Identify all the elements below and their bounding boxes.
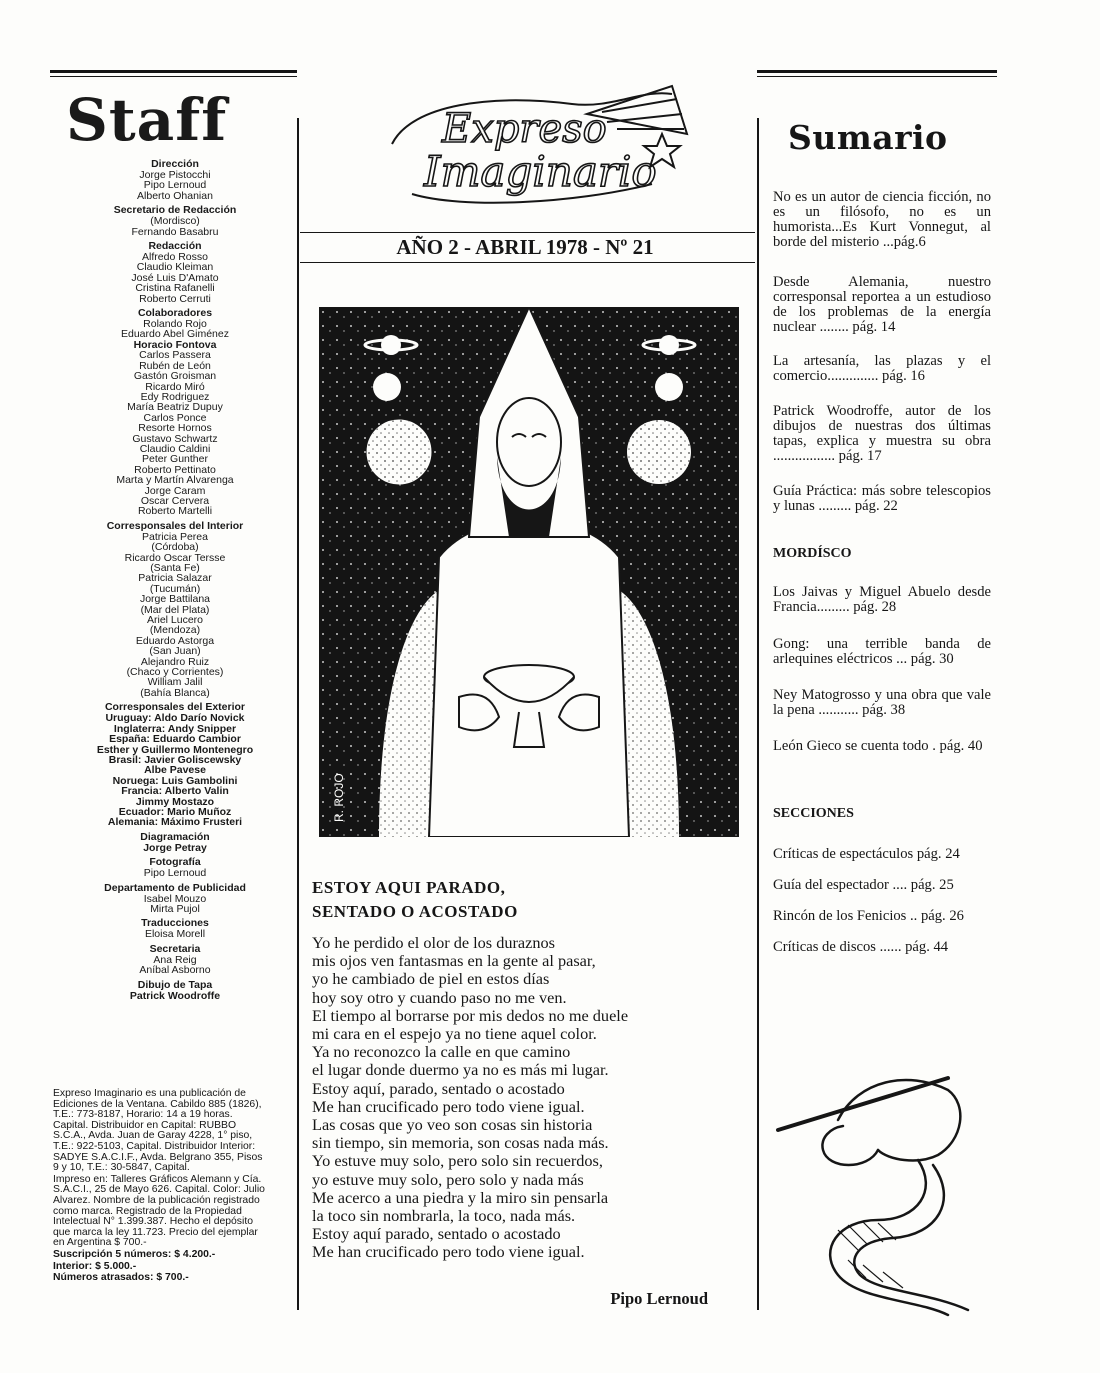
moon-icon bbox=[373, 373, 401, 401]
staff-name: Roberto Pettinato bbox=[134, 463, 216, 476]
imprint-paragraph: Números atrasados: $ 700.- bbox=[53, 1272, 189, 1284]
staff-name: Albe Pavese bbox=[144, 764, 206, 777]
staff-section-heading: Departamento de Publicidad bbox=[104, 881, 246, 894]
staff-title: Staff bbox=[66, 86, 228, 154]
staff-section-heading: Fotografía bbox=[149, 856, 201, 869]
staff-name: Eduardo Astorga bbox=[135, 634, 215, 647]
staff-name: Fernando Basabru bbox=[131, 225, 219, 238]
issue-rule-top bbox=[300, 232, 755, 233]
staff-name: Inglaterra: Andy Snipper bbox=[113, 722, 237, 735]
pencil-icon bbox=[778, 1078, 948, 1130]
staff-section-heading: Secretaria bbox=[149, 942, 201, 955]
staff-name: Aníbal Asborno bbox=[139, 964, 211, 977]
poem-line: Estoy aquí, parado, sentado o acostado bbox=[312, 1078, 565, 1098]
staff-section-heading: Dirección bbox=[151, 158, 199, 170]
staff-section-heading: Redacción bbox=[148, 240, 202, 253]
poem-title-line: SENTADO O ACOSTADO bbox=[312, 902, 518, 921]
staff-name: Edy Rodriguez bbox=[140, 390, 210, 403]
logo-word-bottom: Imaginario bbox=[424, 147, 657, 196]
staff-name: Alfredo Rosso bbox=[142, 251, 208, 264]
staff-name: Oscar Cervera bbox=[140, 494, 210, 507]
mordisco-heading: MORDÍSCO bbox=[773, 546, 852, 561]
staff-name: Jorge Caram bbox=[144, 484, 206, 497]
staff-name: William Jalil bbox=[147, 676, 203, 689]
staff-name: (San Juan) bbox=[149, 645, 201, 658]
staff-name: Jimmy Mostazo bbox=[135, 795, 215, 808]
mordisco-entry: León Gieco se cuenta todo . pág. 40 bbox=[773, 738, 983, 754]
staff-name: Ricardo Miró bbox=[145, 380, 205, 393]
staff-name: (Bahía Blanca) bbox=[140, 686, 210, 699]
mordisco-entry: Gong: una terrible banda de arlequines eléctricos ... pág. 30 bbox=[773, 636, 991, 667]
staff-name: Ana Reig bbox=[153, 953, 197, 966]
mordisco-entry: Ney Matogrosso y una obra que vale la pena ........... pág. 38 bbox=[773, 687, 991, 718]
poem-line: la toco sin nombrarla, la toco, nada más. bbox=[312, 1206, 576, 1226]
imprint bbox=[53, 1089, 265, 1285]
poem-line: yo he cambiado de piel en estos días bbox=[312, 969, 550, 989]
staff-name: Claudio Caldini bbox=[139, 442, 211, 455]
column-divider-right bbox=[757, 118, 759, 1310]
staff-name: (Chaco y Corrientes) bbox=[126, 666, 224, 679]
staff-name: (Santa Fe) bbox=[150, 562, 200, 574]
staff-name: (Córdoba) bbox=[151, 541, 199, 554]
staff-name: Pipo Lernoud bbox=[143, 867, 207, 880]
staff-column bbox=[50, 76, 300, 1001]
staff-section-heading: Corresponsales del Interior bbox=[106, 519, 244, 532]
sumario-entry: No es un autor de ciencia ficción, no es un filósofo, no es un humorista...Es Kurt Vonnegut, al borde del misterio ...pág.6 bbox=[773, 189, 991, 250]
imprint-paragraph: Impreso en: Talleres Gráficos Alemann y Cía. S.A.C.I., 25 de Mayo 626. Capital. Color: Julio Alvarez. Nombre de la publicación registrado como marca. Registrado de la Propiedad Intelectual N° 1.399.387. Hecho el depósito que marca la ley 11.723. Precio del ejemplar en Argentina $ 700.- bbox=[53, 1173, 265, 1249]
sumario-entry: Patrick Woodroffe, autor de los dibujos de nuestras dos últimas tapas, explica y muestra su obra ................. pág. 17 bbox=[773, 403, 991, 464]
staff-name: Francia: Alberto Valin bbox=[121, 785, 229, 798]
poem-line: Ya no reconozco la calle en que camino bbox=[312, 1042, 571, 1062]
imprint-paragraph: Interior: $ 5.000.- bbox=[53, 1260, 137, 1272]
top-rule-right-thin bbox=[757, 76, 997, 77]
sumario-entry: Desde Alemania, nuestro corresponsal reportea a un estudioso de los problemas de la energía nuclear ........ pág. 14 bbox=[773, 274, 991, 335]
staff-name: Jorge Pistocchi bbox=[139, 169, 211, 181]
secciones-heading: SECCIONES bbox=[773, 806, 854, 821]
staff-name: Ricardo Oscar Tersse bbox=[124, 551, 226, 564]
poem-line: El tiempo al borrarse por mis dedos no me duele bbox=[312, 1005, 629, 1025]
poem-line: Me han crucificado pero todo viene igual. bbox=[312, 1242, 585, 1262]
staff-name: Patrick Woodroffe bbox=[129, 989, 221, 1002]
staff-name: Alemania: Máximo Frusteri bbox=[107, 816, 243, 829]
staff-name: Gustavo Schwartz bbox=[132, 432, 218, 445]
imprint-paragraph: Expreso Imaginario es una publicación de Ediciones de la Ventana. Cabildo 885 (1826), T.E.: 773-8187, Horario: 14 a 19 horas. Capital. Distribuidor en Capital: RUBBO S.C.A., Avda. Juan de Garay 4228, 1° piso, T.E.: 922-5103, Capital. Distribuidor Interior: SADYE S.A.C.I.F., Avda. Belgrano 355, Pisos 9 y 10, T.E.: 30-5847, Capital. bbox=[53, 1088, 263, 1174]
staff-name: Isabel Mouzo bbox=[143, 892, 207, 905]
staff-name: Cristina Rafanelli bbox=[135, 282, 215, 295]
staff-list bbox=[50, 158, 300, 1001]
poem-line: Me acerco a una piedra y la miro sin pensarla bbox=[312, 1187, 609, 1207]
staff-name: Alberto Ohanian bbox=[137, 189, 213, 202]
poem-line: sin tiempo, sin memoria, son cosas nada más. bbox=[312, 1133, 609, 1153]
staff-name: España: Eduardo Cambior bbox=[109, 733, 241, 746]
staff-name: Esther y Guillermo Montenegro bbox=[96, 743, 254, 756]
staff-name: Jorge Battilana bbox=[139, 593, 211, 606]
staff-name: (Mordisco) bbox=[150, 215, 200, 228]
staff-name: Mirta Pujol bbox=[150, 902, 200, 915]
staff-name: Jorge Petray bbox=[143, 841, 207, 854]
staff-name: Eloisa Morell bbox=[144, 928, 206, 941]
staff-section-heading: Secretario de Redacción bbox=[113, 204, 237, 217]
moon-icon bbox=[655, 373, 683, 401]
poem-title-line: ESTOY AQUI PARADO, bbox=[312, 878, 506, 897]
sumario-entry: Guía Práctica: más sobre telescopios y lunas ......... pág. 22 bbox=[773, 483, 991, 514]
imprint-paragraph: Suscripción 5 números: $ 4.200.- bbox=[53, 1248, 216, 1260]
poem-line: Yo he perdido el olor de los duraznos bbox=[312, 933, 555, 952]
poem-line: Me han crucificado pero todo viene igual. bbox=[312, 1096, 585, 1116]
staff-section-heading: Dibujo de Tapa bbox=[137, 978, 213, 991]
staff-name: Claudio Kleiman bbox=[136, 261, 214, 274]
staff-name: (Tucumán) bbox=[149, 582, 201, 595]
staff-name: Roberto Martelli bbox=[137, 505, 213, 518]
secciones-entry: Rincón de los Fenicios .. pág. 26 bbox=[773, 908, 964, 924]
secciones-entry: Guía del espectador .... pág. 25 bbox=[773, 877, 954, 893]
staff-name: Ecuador: Mario Muñoz bbox=[118, 805, 232, 818]
staff-name: María Beatriz Dupuy bbox=[127, 401, 223, 414]
staff-section-heading: Corresponsales del Exterior bbox=[104, 701, 246, 714]
magazine-logo bbox=[372, 74, 702, 214]
staff-name: Peter Gunther bbox=[142, 453, 208, 466]
secciones-entry: Críticas de espectáculos pág. 24 bbox=[773, 846, 960, 862]
staff-name: Pipo Lernoud bbox=[143, 179, 207, 192]
poem-line: mi cara en el espejo ya no tiene aquel color. bbox=[312, 1024, 597, 1044]
poem-line: Yo estuve muy solo, pero solo sin recuerdos, bbox=[312, 1151, 603, 1171]
staff-name: Marta y Martín Alvarenga bbox=[116, 474, 234, 487]
issue-line: AÑO 2 - ABRIL 1978 - Nº 21 bbox=[396, 235, 654, 259]
sumario-entry: La artesanía, las plazas y el comercio.............. pág. 16 bbox=[773, 353, 991, 384]
poem-line: yo estuve muy solo, pero solo y nada más bbox=[312, 1169, 584, 1189]
staff-name: Ariel Lucero bbox=[146, 614, 204, 627]
figure-face bbox=[497, 398, 561, 486]
poem-body bbox=[312, 934, 752, 1262]
poem-line: Las cosas que yo veo son cosas sin historia bbox=[312, 1115, 593, 1135]
secciones-entry: Críticas de discos ...... pág. 44 bbox=[773, 939, 949, 955]
staff-name: (Mar del Plata) bbox=[140, 603, 210, 616]
staff-name: (Mendoza) bbox=[149, 624, 201, 637]
poem-line: Estoy aquí parado, sentado o acostado bbox=[312, 1224, 561, 1244]
staff-name: Horacio Fontova bbox=[133, 338, 217, 351]
poem-author: Pipo Lernoud bbox=[610, 1289, 708, 1308]
staff-name: Patricia Salazar bbox=[138, 572, 212, 585]
staff-name: Eduardo Abel Giménez bbox=[121, 328, 229, 341]
staff-name: Noruega: Luis Gambolini bbox=[112, 774, 238, 787]
staff-section-heading: Traducciones bbox=[141, 917, 209, 930]
staff-name: Carlos Passera bbox=[139, 349, 211, 362]
top-rule-right bbox=[757, 70, 997, 73]
staff-name: José Luis D'Amato bbox=[131, 271, 219, 284]
mordisco-entry: Los Jaivas y Miguel Abuelo desde Francia......... pág. 28 bbox=[773, 584, 991, 615]
top-rule-left bbox=[50, 70, 297, 73]
staff-section-heading: Diagramación bbox=[140, 830, 210, 843]
staff-name: Resorte Hornos bbox=[138, 422, 212, 435]
sumario-title: Sumario bbox=[788, 118, 948, 157]
issue-rule-bottom bbox=[300, 262, 755, 263]
staff-name: Rolando Rojo bbox=[143, 318, 207, 331]
staff-name: Roberto Cerruti bbox=[139, 292, 211, 305]
staff-name: Alejandro Ruiz bbox=[140, 655, 210, 668]
poem-title bbox=[312, 876, 752, 924]
staff-name: Patricia Perea bbox=[142, 530, 208, 543]
staff-section-heading: Colaboradores bbox=[137, 307, 213, 320]
staff-name: Carlos Ponce bbox=[143, 411, 207, 424]
hand-drawing-illustration bbox=[768, 1060, 988, 1320]
staff-name: Rubén de León bbox=[139, 359, 211, 372]
poem-line: hoy soy otro y cuando paso no me ven. bbox=[312, 987, 567, 1007]
staff-name: Brasil: Javier Goliscewsky bbox=[108, 753, 242, 766]
cover-illustration bbox=[319, 307, 739, 837]
poem-line: mis ojos ven fantasmas en la gente al pasar, bbox=[312, 951, 596, 971]
poem-line: el lugar donde duermo ya no es más mi lugar. bbox=[312, 1060, 609, 1080]
staff-name: Uruguay: Aldo Darío Novick bbox=[105, 712, 245, 725]
staff-name: Gastón Groisman bbox=[133, 370, 217, 383]
logo-word-top: Expreso bbox=[442, 106, 607, 152]
artist-signature: R. ROJO bbox=[332, 773, 346, 822]
